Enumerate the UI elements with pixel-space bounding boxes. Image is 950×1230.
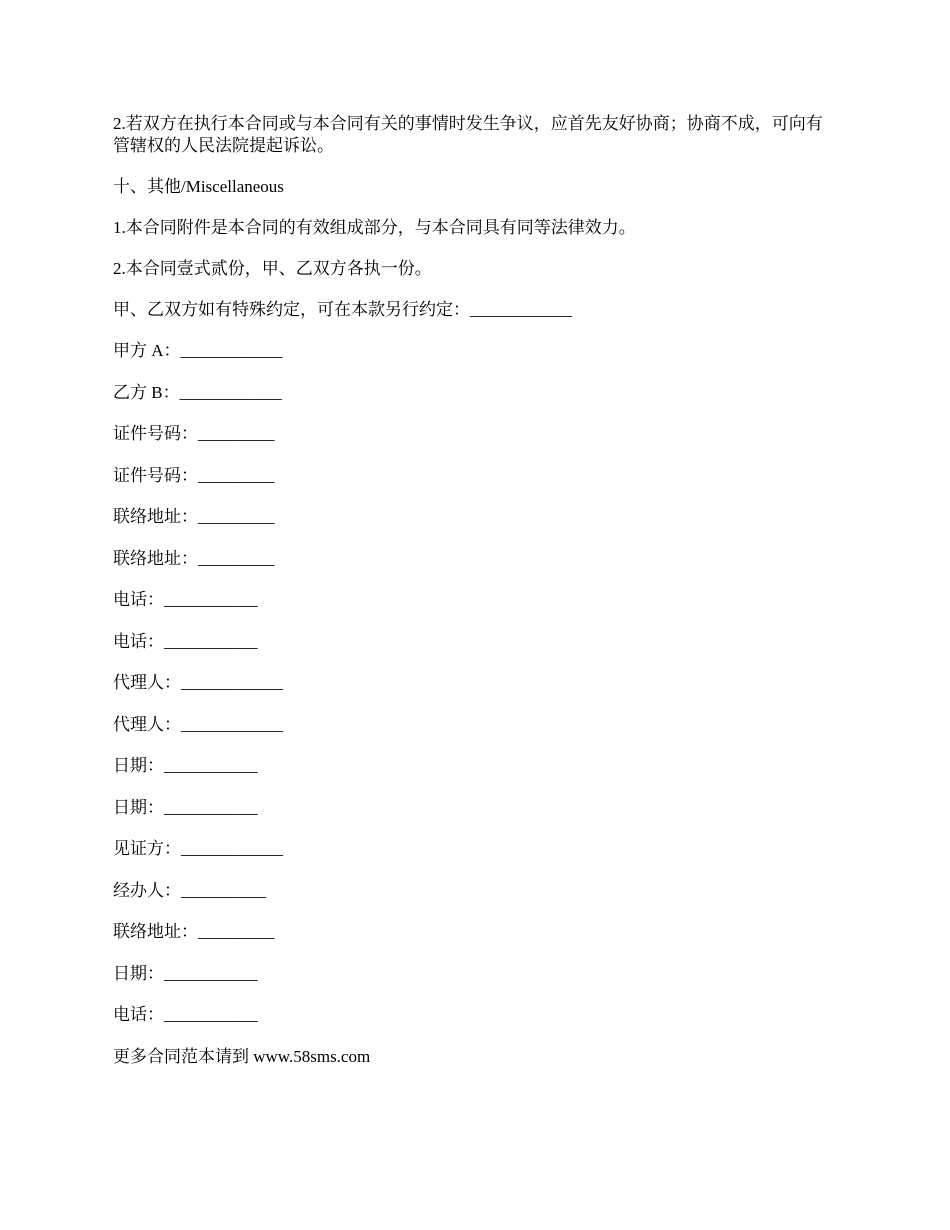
party-a-phone-field: 电话：___________	[113, 590, 258, 609]
special-agreement-line: 甲、乙双方如有特殊约定，可在本款另行约定：____________	[113, 300, 572, 319]
dispute-clause-paragraph: 2.若双方在执行本合同或与本合同有关的事情时发生争议，应首先友好协商；协商不成，可向有管辖权的人民法院提起诉讼。	[113, 114, 823, 155]
party-b-phone-field: 电话：___________	[113, 631, 258, 651]
witness-phone-field: 电话：___________	[113, 1005, 258, 1024]
section-heading: 十、其他/Miscellaneous	[113, 177, 284, 196]
party-b-address-field: 联络地址：_________	[113, 548, 275, 568]
party-b-field: 乙方 B：____________	[113, 382, 282, 402]
party-a-id-number-field: 证件号码：_________	[113, 424, 275, 443]
handler-field: 经办人：__________	[113, 880, 266, 900]
party-b-date-field: 日期：___________	[113, 797, 258, 817]
party-b-agent-field: 代理人：____________	[113, 714, 283, 734]
witness-field: 见证方：____________	[113, 839, 283, 858]
document-body	[113, 113, 837, 1087]
footer-text: 更多合同范本请到 www.58sms.com	[113, 1046, 371, 1066]
witness-date-field: 日期：___________	[113, 963, 258, 983]
witness-address-field: 联络地址：_________	[113, 922, 275, 941]
party-b-id-number-field: 证件号码：_________	[113, 465, 275, 485]
clause-item-2: 2.本合同壹式贰份，甲、乙双方各执一份。	[113, 259, 432, 278]
clause-item-1: 1.本合同附件是本合同的有效组成部分，与本合同具有同等法律效力。	[113, 218, 636, 237]
party-a-date-field: 日期：___________	[113, 756, 258, 775]
party-a-agent-field: 代理人：____________	[113, 673, 283, 692]
party-a-field: 甲方 A：____________	[113, 341, 283, 360]
party-a-address-field: 联络地址：_________	[113, 507, 275, 526]
